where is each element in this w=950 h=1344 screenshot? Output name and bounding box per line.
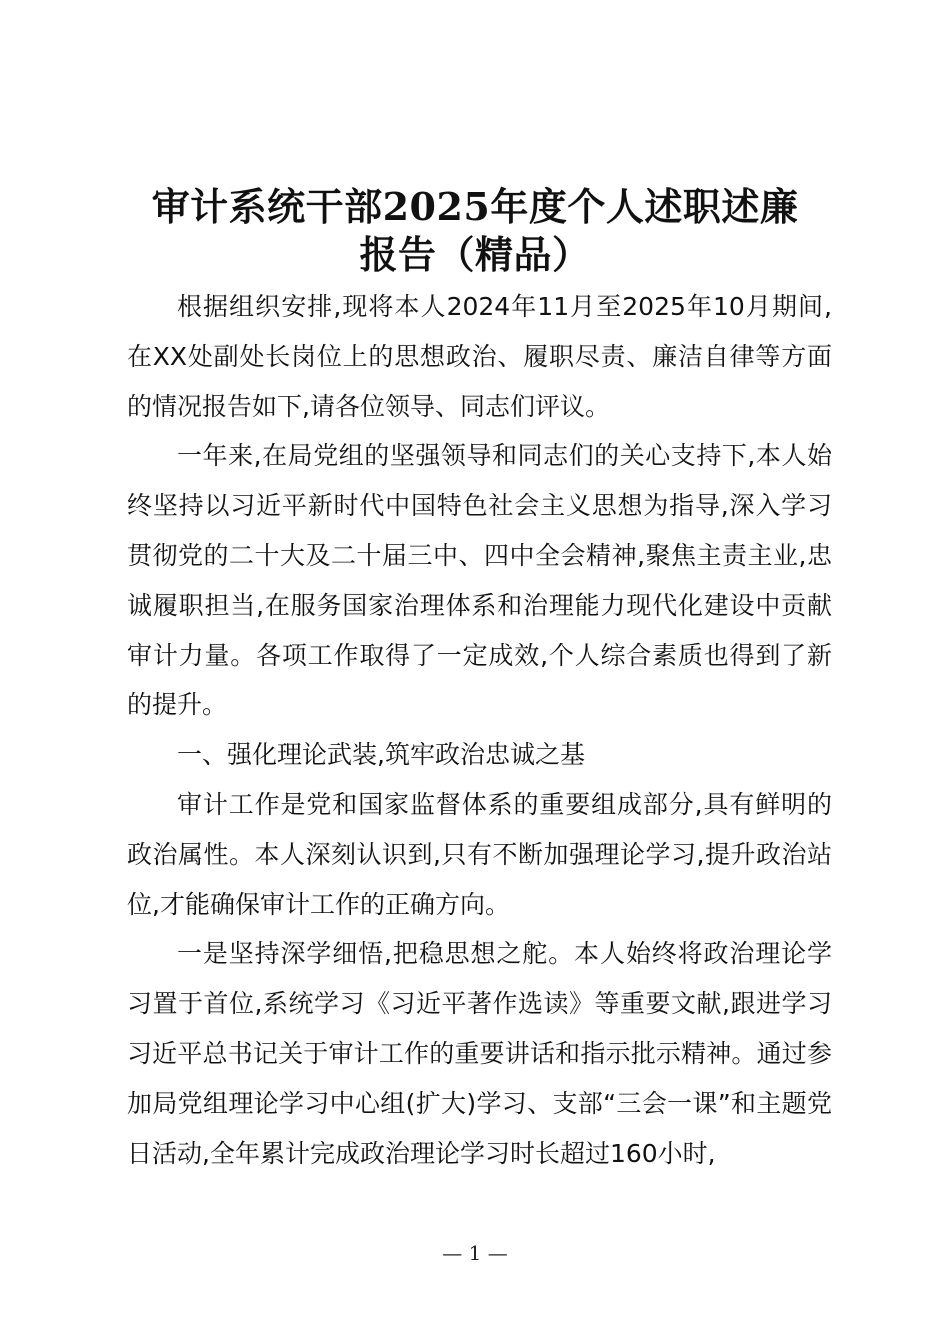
section-heading: 一、强化理论武装,筑牢政治忠诚之基 xyxy=(177,740,585,770)
section-paragraph-2: 一是坚持深学细悟,把稳思想之舵。本人始终将政治理论学习置于首位,系统学习《习近平著作选读》等重要文献,跟进学习习近平总书记关于审计工作的重要讲话和指示批示精神。通过参加局党组理论学习中心组(扩大)学习、支部“三会一课”和主题党日活动,全年累计完成政治理论学习时长超过160小时, xyxy=(127,939,832,1168)
document-body xyxy=(127,282,832,1178)
document-title xyxy=(120,183,830,279)
summary-paragraph: 一年来,在局党组的坚强领导和同志们的关心支持下,本人始终坚持以习近平新时代中国特色社会主义思想为指导,深入学习贯彻党的二十大及二十届三中、四中全会精神,聚焦主责主业,忠诚履职担当,在服务国家治理体系和治理能力现代化建设中贡献审计力量。各项工作取得了一定成效,个人综合素质也得到了新的提升。 xyxy=(127,441,832,720)
title-line-2: 报告（精品） xyxy=(359,232,591,277)
intro-paragraph: 根据组织安排,现将本人2024年11月至2025年10月期间,在XX处副处长岗位上的思想政治、履职尽责、廉洁自律等方面的情况报告如下,请各位领导、同志们评议。 xyxy=(127,292,832,421)
section-paragraph-1: 审计工作是党和国家监督体系的重要组成部分,具有鲜明的政治属性。本人深刻认识到,只有不断加强理论学习,提升政治站位,才能确保审计工作的正确方向。 xyxy=(127,789,832,919)
title-line-1: 审计系统干部2025年度个人述职述廉 xyxy=(151,184,799,229)
page-number: — 1 — xyxy=(442,1241,508,1265)
